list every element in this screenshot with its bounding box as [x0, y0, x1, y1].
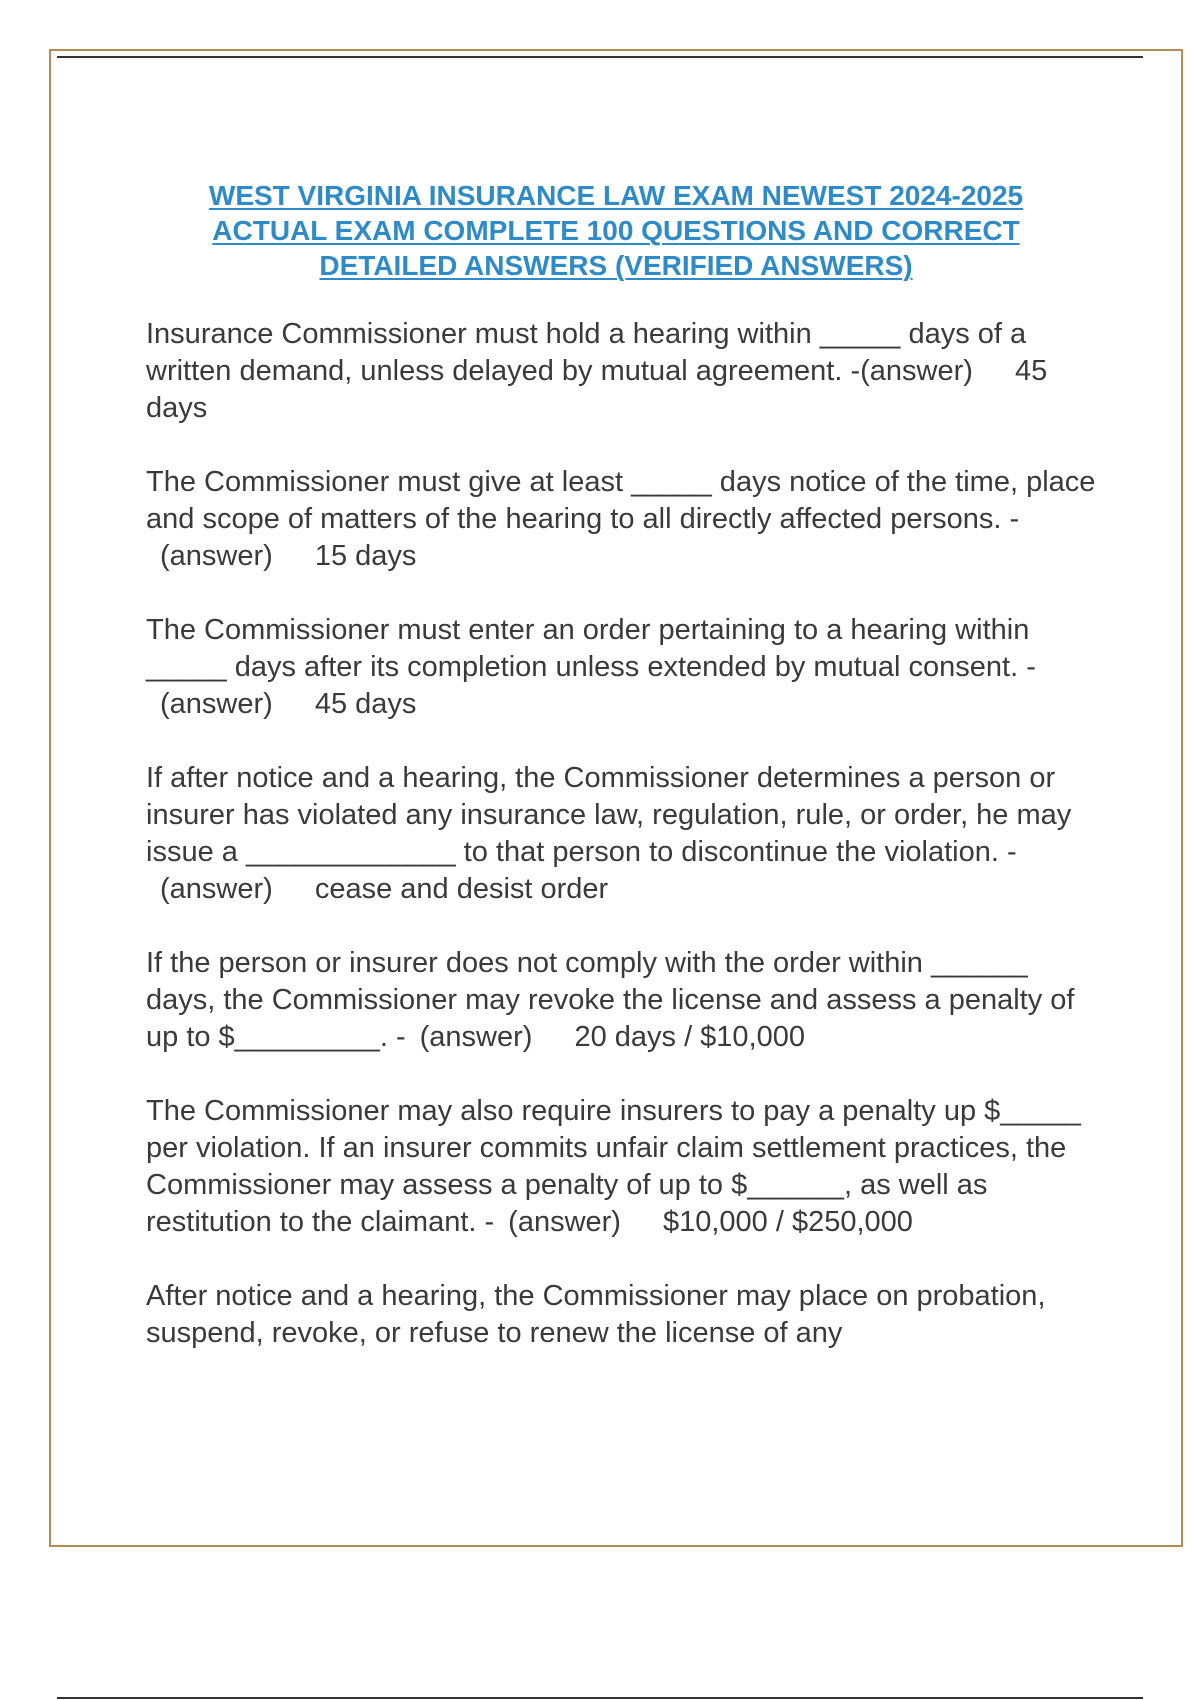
answer-label: (answer) — [508, 1206, 621, 1238]
title-line-1: WEST VIRGINIA INSURANCE LAW EXAM NEWEST 2024-2025 — [208, 180, 1024, 211]
question-text: The Commissioner may also require insurers to pay a penalty up $_____ per violation. If an insurer commits unfair claim settlement practices, the Commissioner may assess a penalty of up to $______, as well as restitution to the claimant. - — [146, 1095, 1081, 1238]
qa-item-4 — [146, 760, 1096, 908]
question-text: After notice and a hearing, the Commissioner may place on probation, suspend, revoke, or refuse to renew the license of any — [146, 1280, 1046, 1349]
bottom-rule — [57, 1697, 1143, 1699]
answer-label: (answer) — [160, 540, 273, 572]
question-text: Insurance Commissioner must hold a hearing within _____ days of a written demand, unless delayed by mutual agreement. - — [146, 318, 1027, 387]
title-line-3: DETAILED ANSWERS (VERIFIED ANSWERS) — [319, 250, 913, 281]
question-text: The Commissioner must give at least _____ days notice of the time, place and scope of matters of the hearing to all directly affected persons. - — [146, 466, 1096, 535]
answer-text: 45 days — [146, 355, 1048, 424]
answer-text: 20 days / $10,000 — [574, 1021, 806, 1053]
answer-text: 45 days — [314, 688, 417, 720]
answer-text: cease and desist order — [314, 873, 609, 905]
answer-label: (answer) — [160, 873, 273, 905]
top-rule — [57, 56, 1143, 58]
answer-text: 15 days — [314, 540, 417, 572]
answer-text: $10,000 / $250,000 — [662, 1206, 913, 1238]
qa-item-2 — [146, 464, 1096, 575]
qa-item-1 — [146, 316, 1096, 427]
question-text: If after notice and a hearing, the Commissioner determines a person or insurer has violated any insurance law, regulation, rule, or order, he may issue a _____________ to that person to discontinue the violation. - — [146, 762, 1072, 868]
qa-item-5 — [146, 945, 1096, 1056]
qa-item-6 — [146, 1093, 1096, 1241]
answer-label: (answer) — [160, 688, 273, 720]
question-text: The Commissioner must enter an order pertaining to a hearing within _____ days after its completion unless extended by mutual consent. - — [146, 614, 1036, 683]
qa-list — [146, 316, 1096, 1389]
qa-item-7 — [146, 1278, 1096, 1352]
answer-label: (answer) — [419, 1021, 533, 1053]
question-text: If the person or insurer does not comply with the order within ______ days, the Commissioner may revoke the license and assess a penalty of up to $_________. - — [146, 947, 1075, 1053]
document-title — [146, 178, 1086, 283]
qa-item-3 — [146, 612, 1096, 723]
answer-label: (answer) — [860, 355, 973, 387]
title-line-2: ACTUAL EXAM COMPLETE 100 QUESTIONS AND CORRECT — [212, 215, 1020, 246]
